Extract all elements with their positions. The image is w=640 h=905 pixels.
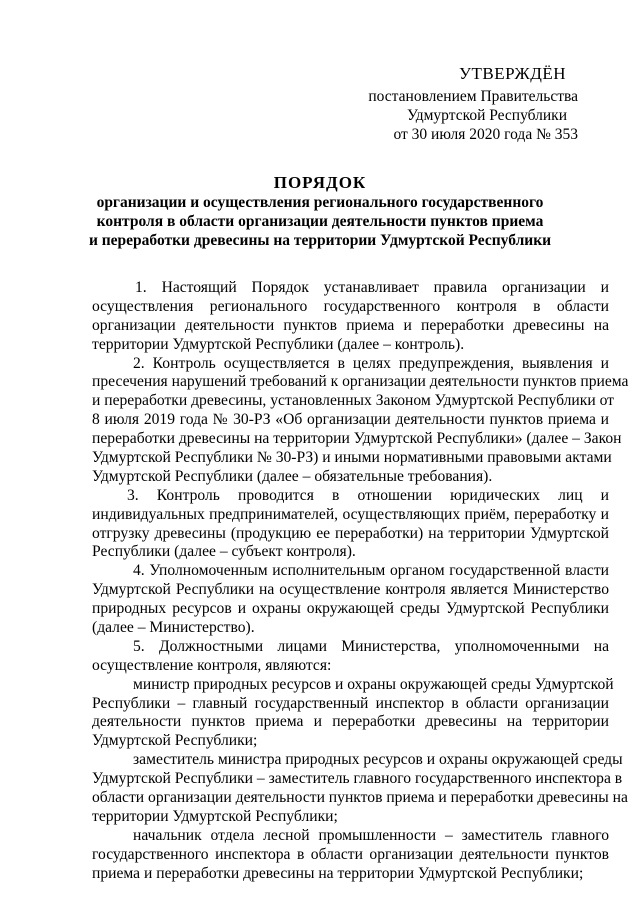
body-line: Республики – главный государственный инспектор в области организации	[92, 694, 609, 712]
body-line: территории Удмуртской Республики (далее – контроль).	[92, 335, 465, 353]
body-line: 2. Контроль осуществляется в целях предупреждения, выявления и	[133, 354, 609, 372]
body-line: заместитель министра природных ресурсов и охраны окружающей среды	[133, 751, 623, 769]
body-line: 4. Уполномоченным исполнительным органом государственной власти	[133, 562, 609, 580]
document-body	[92, 279, 629, 884]
body-line: переработки древесины на территории Удмуртской Республики» (далее – Закон	[92, 430, 622, 448]
body-line: отгрузку древесины (продукцию ее переработки) на территории Удмуртской	[92, 524, 609, 542]
body-line: осуществление контроля, являются:	[92, 656, 332, 674]
approval-stamp-line: Удмуртской Республики	[406, 107, 567, 124]
body-line: министр природных ресурсов и охраны окружающей среды Удмуртской	[133, 675, 614, 693]
body-line: пресечения нарушений требований к организации деятельности пунктов приема	[92, 373, 629, 391]
document-heading: ПОРЯДОК	[273, 173, 367, 192]
body-line: осуществления регионального государственного контроля в области	[92, 297, 609, 315]
body-line: 8 июля 2019 года № 30-РЗ «Об организации деятельности пунктов приема и	[92, 411, 609, 429]
body-line: природных ресурсов и охраны окружающей среды Удмуртской Республики	[92, 600, 609, 618]
body-line: и переработки древесины, установленных Законом Удмуртской Республики от	[92, 392, 614, 410]
approval-stamp-title: УТВЕРЖДЁН	[459, 64, 566, 83]
approval-stamp-line: постановлением Правительства	[368, 88, 578, 105]
document-subtitle-line: контроля в области организации деятельности пунктов приема	[96, 213, 544, 230]
document-subtitle-line: и переработки древесины на территории Удмуртской Республики	[88, 232, 552, 249]
body-line: (далее – Министерство).	[92, 619, 255, 637]
body-line: организации деятельности пунктов приема и переработки древесины на	[92, 316, 609, 334]
body-line: Республики (далее – субъект контроля).	[92, 543, 356, 561]
body-line: Удмуртской Республики № 30-РЗ) и иными нормативными правовыми актами	[92, 449, 612, 467]
body-line: государственного инспектора в области организации деятельности пунктов	[92, 845, 609, 863]
body-line: Удмуртской Республики на осуществление контроля является Министерство	[92, 581, 609, 599]
body-line: Удмуртской Республики;	[92, 732, 258, 750]
body-line: Удмуртской Республики – заместитель главного государственного инспектора в	[92, 770, 623, 788]
body-line: 5. Должностными лицами Министерства, уполномоченными на	[133, 637, 609, 655]
body-line: приема и переработки древесины на территории Удмуртской Республики;	[92, 864, 584, 882]
body-line: 1. Настоящий Порядок устанавливает правила организации и	[135, 279, 609, 296]
body-line: 3. Контроль проводится в отношении юридических лиц и	[127, 486, 609, 504]
body-line: территории Удмуртской Республики;	[92, 807, 338, 825]
body-line: индивидуальных предпринимателей, осуществляющих приём, переработку и	[92, 505, 609, 523]
document-subtitle-line: организации и осуществления регионального государственного	[96, 194, 544, 211]
body-line: области организации деятельности пунктов приема и переработки древесины на	[92, 789, 628, 807]
body-line: начальник отдела лесной промышленности – заместитель главного	[133, 826, 609, 844]
body-line: деятельности пунктов приема и переработки древесины на территории	[92, 713, 609, 731]
approval-stamp-date: от 30 июля 2020 года № 353	[393, 126, 578, 143]
body-line: Удмуртской Республики (далее – обязательные требования).	[92, 467, 493, 485]
